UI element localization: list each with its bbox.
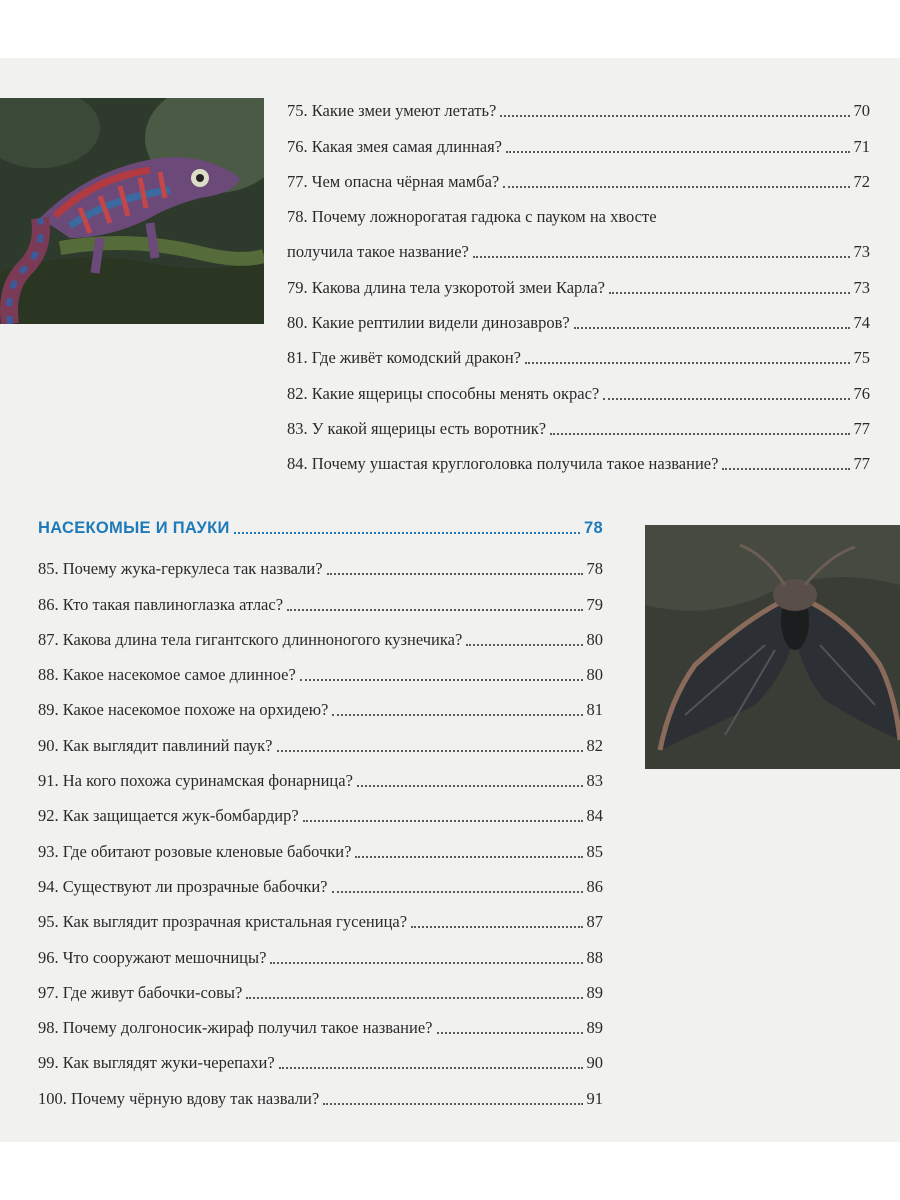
entry-page: 90 [586, 1053, 603, 1073]
entry-page: 75 [853, 348, 870, 368]
toc-entry[interactable] [38, 868, 603, 903]
entry-page: 85 [586, 841, 603, 861]
entry-title: Где обитают розовые кленовые бабочки? [62, 841, 352, 861]
section-heading[interactable] [38, 512, 603, 538]
entry-number: 87. [38, 629, 59, 649]
toc-entry[interactable] [38, 903, 603, 938]
dot-leader [279, 1067, 583, 1069]
entry-number: 89. [38, 700, 59, 720]
dot-leader [603, 398, 849, 400]
entry-page: 70 [853, 101, 870, 121]
entry-number: 75. [287, 101, 308, 121]
entry-page: 88 [586, 947, 603, 967]
entry-title: У какой ящерицы есть воротник? [311, 418, 547, 438]
dot-leader [500, 115, 849, 117]
entry-number: 81. [287, 348, 308, 368]
entry-page: 74 [853, 313, 870, 333]
entry-page: 77 [853, 454, 870, 474]
entry-page: 76 [853, 383, 870, 403]
entry-number: 83. [287, 418, 308, 438]
dot-leader [327, 573, 583, 575]
entry-number: 88. [38, 665, 59, 685]
entry-page: 73 [853, 277, 870, 297]
toc-entry[interactable] [287, 304, 870, 339]
toc-entry[interactable] [287, 268, 870, 303]
dot-leader [722, 468, 849, 470]
dot-leader [332, 891, 583, 893]
entry-title: Как выглядят жуки-черепахи? [62, 1053, 275, 1073]
entry-page: 80 [586, 629, 603, 649]
entry-title: Какие ящерицы способны менять окрас? [311, 383, 600, 403]
entry-title: Почему ложнорогатая гадюка с пауком на хвосте [311, 206, 657, 226]
toc-entry[interactable] [38, 974, 603, 1009]
dot-leader [506, 151, 850, 153]
entry-title-continued: получила такое название? [287, 242, 469, 262]
entry-page: 83 [586, 771, 603, 791]
entry-number: 92. [38, 806, 59, 826]
entry-title: Какова длина тела узкоротой змеи Карла? [311, 277, 605, 297]
toc-entry[interactable] [38, 656, 603, 691]
entry-number: 90. [38, 735, 59, 755]
dot-leader [303, 820, 583, 822]
entry-title: Чем опасна чёрная мамба? [311, 171, 500, 191]
entry-number: 93. [38, 841, 59, 861]
entry-number: 82. [287, 383, 308, 403]
toc-entry[interactable] [38, 1009, 603, 1044]
entry-title: На кого похожа суринамская фонарница? [62, 771, 353, 791]
dot-leader [277, 750, 583, 752]
entry-title: Кто такая павлиноглазка атлас? [62, 594, 284, 614]
entry-page: 80 [586, 665, 603, 685]
dot-leader [411, 926, 582, 928]
entry-number: 79. [287, 277, 308, 297]
toc-entry[interactable] [287, 410, 870, 445]
moth-photo [645, 525, 900, 769]
entry-number: 99. [38, 1053, 59, 1073]
dot-leader [287, 609, 582, 611]
entry-number: 77. [287, 171, 308, 191]
entry-number: 84. [287, 454, 308, 474]
entry-title: Почему ушастая круглоголовка получила такое название? [311, 454, 719, 474]
entry-page: 89 [586, 982, 603, 1002]
entry-number: 100. [38, 1088, 67, 1108]
entry-number: 91. [38, 771, 59, 791]
entry-title: Где живут бабочки-совы? [62, 982, 243, 1002]
entry-title: Как выглядит прозрачная кристальная гусеница? [62, 912, 408, 932]
toc-entry[interactable] [287, 339, 870, 374]
dot-leader [466, 644, 582, 646]
toc-entry[interactable] [287, 374, 870, 409]
entry-title: Почему чёрную вдову так назвали? [71, 1088, 320, 1108]
entry-number: 97. [38, 982, 59, 1002]
toc-entry[interactable] [38, 832, 603, 867]
dot-leader [550, 433, 849, 435]
toc-entry[interactable] [38, 585, 603, 620]
toc-entry[interactable] [38, 621, 603, 656]
entry-number: 85. [38, 559, 59, 579]
entry-title: Что сооружают мешочницы? [62, 947, 267, 967]
entry-number: 86. [38, 594, 59, 614]
dot-leader [525, 362, 850, 364]
dot-leader [357, 785, 583, 787]
entry-page: 71 [853, 136, 870, 156]
entry-title: Какое насекомое похоже на орхидею? [62, 700, 329, 720]
section-title: НАСЕКОМЫЕ И ПАУКИ [38, 519, 230, 537]
entry-title: Как выглядит павлиний паук? [62, 735, 273, 755]
entry-title: Какова длина тела гигантского длинноногого кузнечика? [62, 629, 463, 649]
entry-page: 86 [586, 876, 603, 896]
dot-leader [437, 1032, 583, 1034]
dot-leader [300, 679, 583, 681]
toc-entry[interactable] [38, 797, 603, 832]
dot-leader [234, 532, 580, 534]
toc-entry[interactable] [38, 550, 603, 585]
toc-entry[interactable] [38, 691, 603, 726]
entry-number: 80. [287, 313, 308, 333]
entry-number: 95. [38, 912, 59, 932]
toc-insects-list [38, 519, 603, 1115]
entry-title: Почему долгоносик-жираф получил такое название? [62, 1018, 433, 1038]
entry-number: 78. [287, 206, 308, 226]
chameleon-photo [0, 98, 264, 324]
toc-entry[interactable] [287, 445, 870, 480]
dot-leader [332, 714, 582, 716]
entry-page: 89 [586, 1018, 603, 1038]
dot-leader [473, 256, 850, 258]
toc-reptiles-list [287, 92, 870, 480]
entry-title: Какие змеи умеют летать? [311, 101, 497, 121]
entry-number: 94. [38, 876, 59, 896]
entry-number: 96. [38, 947, 59, 967]
toc-entry[interactable] [287, 127, 870, 162]
entry-page: 79 [586, 594, 603, 614]
entry-title: Какое насекомое самое длинное? [62, 665, 296, 685]
entry-page: 84 [586, 806, 603, 826]
entry-title: Почему жука-геркулеса так назвали? [62, 559, 323, 579]
entry-page: 87 [586, 912, 603, 932]
dot-leader [609, 292, 850, 294]
toc-entry[interactable] [38, 1079, 603, 1114]
entry-page: 72 [853, 171, 870, 191]
entry-page: 81 [586, 700, 603, 720]
entry-title: Где живёт комодский дракон? [311, 348, 521, 368]
entry-page: 91 [586, 1088, 603, 1108]
toc-entry[interactable] [38, 762, 603, 797]
toc-entry[interactable] [38, 726, 603, 761]
toc-entry[interactable] [287, 163, 870, 198]
toc-entry[interactable] [287, 92, 870, 127]
entry-page: 73 [853, 242, 870, 262]
dot-leader [246, 997, 582, 999]
entry-number: 98. [38, 1018, 59, 1038]
entry-title: Как защищается жук-бомбардир? [62, 806, 299, 826]
dot-leader [323, 1103, 582, 1105]
toc-entry[interactable] [38, 1044, 603, 1079]
entry-title: Какая змея самая длинная? [311, 136, 502, 156]
entry-page: 78 [586, 559, 603, 579]
entry-page: 77 [853, 418, 870, 438]
entry-title: Какие рептилии видели динозавров? [311, 313, 570, 333]
toc-entry[interactable] [287, 198, 870, 269]
dot-leader [270, 962, 582, 964]
toc-entry[interactable] [38, 938, 603, 973]
entry-number: 76. [287, 136, 308, 156]
entry-page: 82 [586, 735, 603, 755]
dot-leader [574, 327, 850, 329]
entry-title: Существуют ли прозрачные бабочки? [62, 876, 328, 896]
dot-leader [503, 186, 849, 188]
section-page: 78 [584, 519, 603, 537]
dot-leader [355, 856, 582, 858]
